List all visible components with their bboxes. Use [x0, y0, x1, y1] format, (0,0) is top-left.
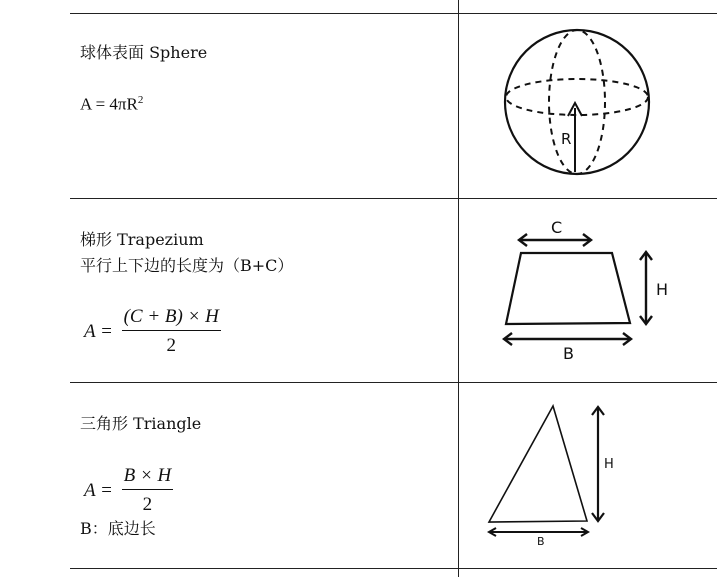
triangle-formula-numerator: B × H	[122, 465, 174, 490]
trapezium-bottom-label: B	[563, 344, 574, 363]
triangle-title: 三角形 Triangle	[80, 414, 202, 433]
triangle-note: B：底边长	[80, 519, 156, 538]
trapezium-title: 梯形 Trapezium	[80, 230, 204, 249]
trapezium-subtitle: 平行上下边的长度为（B+C）	[80, 256, 294, 275]
triangle-height-label: H	[604, 457, 614, 472]
sphere-formula-text: A = 4πR	[80, 94, 138, 114]
trapezium-formula-numerator: (C + B) × H	[122, 306, 221, 331]
triangle-formula-denominator: 2	[142, 494, 153, 515]
sphere-formula-exponent: 2	[137, 94, 144, 106]
triangle-base-label: B	[537, 535, 545, 548]
sphere-radius-label: R	[561, 130, 572, 148]
trapezium-height-label: H	[656, 280, 669, 299]
trapezium-formula-lhs: A =	[84, 320, 113, 342]
trapezium-top-label: C	[551, 218, 563, 237]
trapezium-formula-denominator: 2	[166, 335, 176, 356]
triangle-formula-lhs: A =	[84, 479, 113, 501]
sphere-title: 球体表面 Sphere	[80, 43, 208, 62]
